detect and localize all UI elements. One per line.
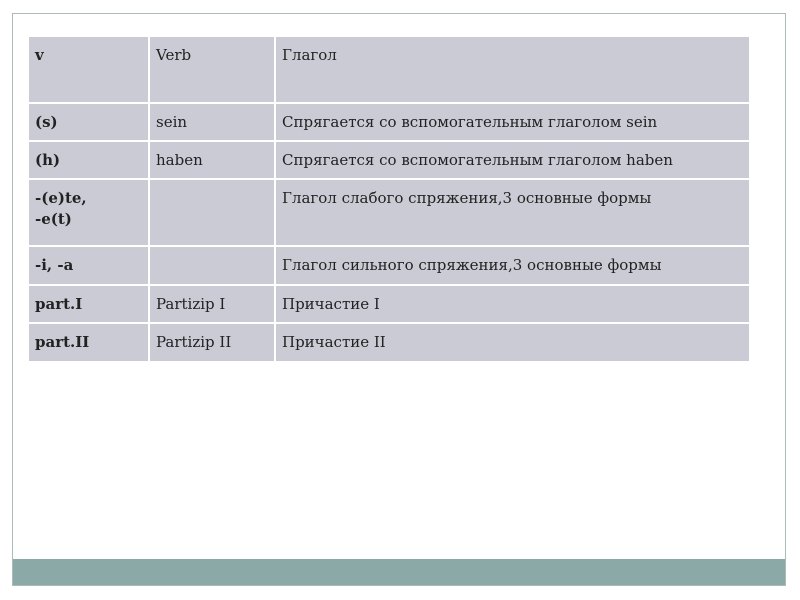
table-row bbox=[28, 141, 750, 179]
russian-meaning-cell: Глагол сильного спряжения,3 основные формы bbox=[275, 246, 750, 285]
abbreviation-cell: v bbox=[28, 36, 149, 103]
abbreviation-cell: -(e)te, -e(t) bbox=[28, 179, 149, 246]
table-row bbox=[28, 246, 750, 285]
russian-meaning-cell: Глагол bbox=[275, 36, 750, 103]
german-term-cell bbox=[149, 246, 275, 285]
abbreviation-cell: part.I bbox=[28, 285, 149, 323]
footer-band bbox=[13, 559, 785, 585]
german-term-cell: sein bbox=[149, 103, 275, 141]
german-term-cell: Partizip I bbox=[149, 285, 275, 323]
german-term-cell: Verb bbox=[149, 36, 275, 103]
table-row bbox=[28, 285, 750, 323]
table-row bbox=[28, 36, 750, 103]
russian-meaning-cell: Причастие II bbox=[275, 323, 750, 362]
russian-meaning-cell: Глагол слабого спряжения,3 основные формы bbox=[275, 179, 750, 246]
german-term-cell bbox=[149, 179, 275, 246]
russian-meaning-cell: Причастие I bbox=[275, 285, 750, 323]
table-row bbox=[28, 179, 750, 246]
russian-meaning-cell: Спрягается со вспомогательным глаголом haben bbox=[275, 141, 750, 179]
abbreviation-cell: (s) bbox=[28, 103, 149, 141]
table-row bbox=[28, 323, 750, 362]
abbreviation-cell: (h) bbox=[28, 141, 149, 179]
abbreviation-cell: -i, -a bbox=[28, 246, 149, 285]
german-term-cell: haben bbox=[149, 141, 275, 179]
abbreviation-cell: part.II bbox=[28, 323, 149, 362]
abbreviation-table bbox=[27, 35, 751, 363]
table-row bbox=[28, 103, 750, 141]
german-term-cell: Partizip II bbox=[149, 323, 275, 362]
russian-meaning-cell: Спрягается со вспомогательным глаголом sein bbox=[275, 103, 750, 141]
